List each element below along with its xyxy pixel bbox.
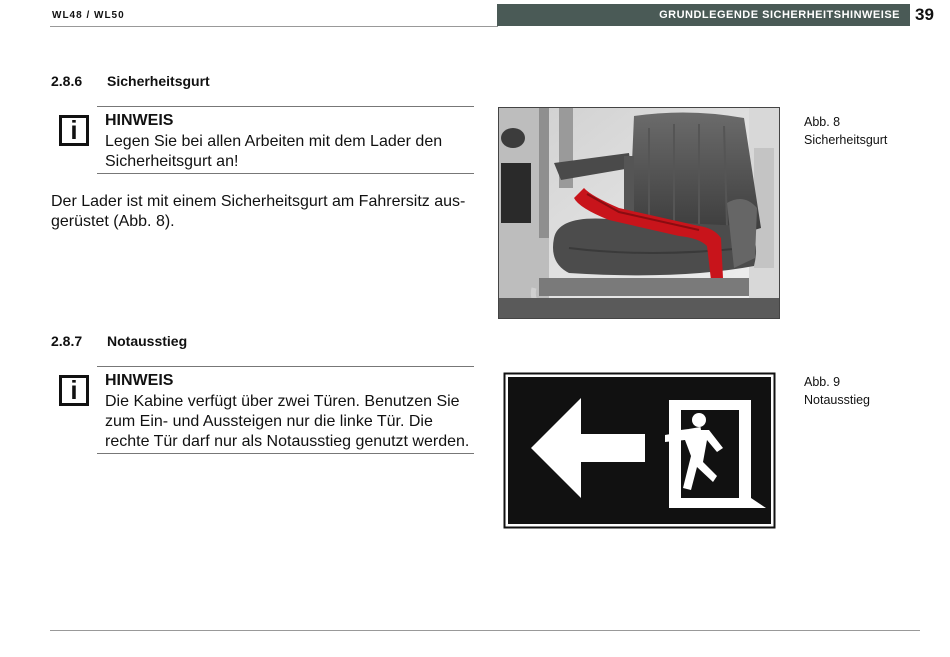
note-text: [105, 392, 469, 452]
note-text: [105, 132, 442, 172]
figure-9-label: Abb. 9: [804, 375, 841, 389]
section-number-286: 2.8.6: [51, 73, 83, 89]
body-line: Der Lader ist mit einem Sicherheitsgurt am Fahrersitz aus-: [51, 193, 466, 210]
note-top-rule: [97, 106, 474, 107]
note-top-rule: [97, 366, 474, 367]
body-line: gerüstet (Abb. 8).: [51, 213, 175, 230]
note-bottom-rule: [97, 453, 474, 454]
body-paragraph: [51, 192, 465, 232]
seatbelt-illustration: [499, 108, 780, 319]
document-model: WL48 / WL50: [52, 10, 125, 21]
note-line: Sicherheitsgurt an!: [105, 153, 239, 170]
header-divider: [50, 26, 498, 27]
emergency-exit-sign: [503, 372, 776, 529]
section-number-287: 2.8.7: [51, 333, 83, 349]
note-line: zum Ein- und Aussteigen nur die linke Tür. Die: [105, 413, 433, 430]
note-line: Legen Sie bei allen Arbeiten mit dem Lader den: [105, 133, 443, 150]
info-icon: i: [59, 115, 89, 146]
note-title: HINWEIS: [105, 372, 174, 389]
figure-9-caption: Notausstieg: [804, 393, 871, 407]
emergency-exit-icon: [503, 372, 776, 529]
note-line: Die Kabine verfügt über zwei Türen. Benutzen Sie: [105, 393, 460, 410]
figure-8-caption: Sicherheitsgurt: [804, 133, 888, 147]
note-title: HINWEIS: [105, 112, 174, 129]
note-bottom-rule: [97, 173, 474, 174]
info-icon: i: [59, 375, 89, 406]
header-section-bar: GRUNDLEGENDE SICHERHEITSHINWEISE: [497, 4, 910, 26]
section-title-sicherheitsgurt: Sicherheitsgurt: [107, 73, 210, 89]
note-line: rechte Tür darf nur als Notausstieg genutzt werden.: [105, 433, 470, 450]
figure-8-label: Abb. 8: [804, 115, 841, 129]
section-title-notausstieg: Notausstieg: [107, 333, 188, 349]
footer-divider: [50, 630, 920, 631]
page-number: 39: [915, 5, 934, 24]
seatbelt-photo: [498, 107, 780, 319]
